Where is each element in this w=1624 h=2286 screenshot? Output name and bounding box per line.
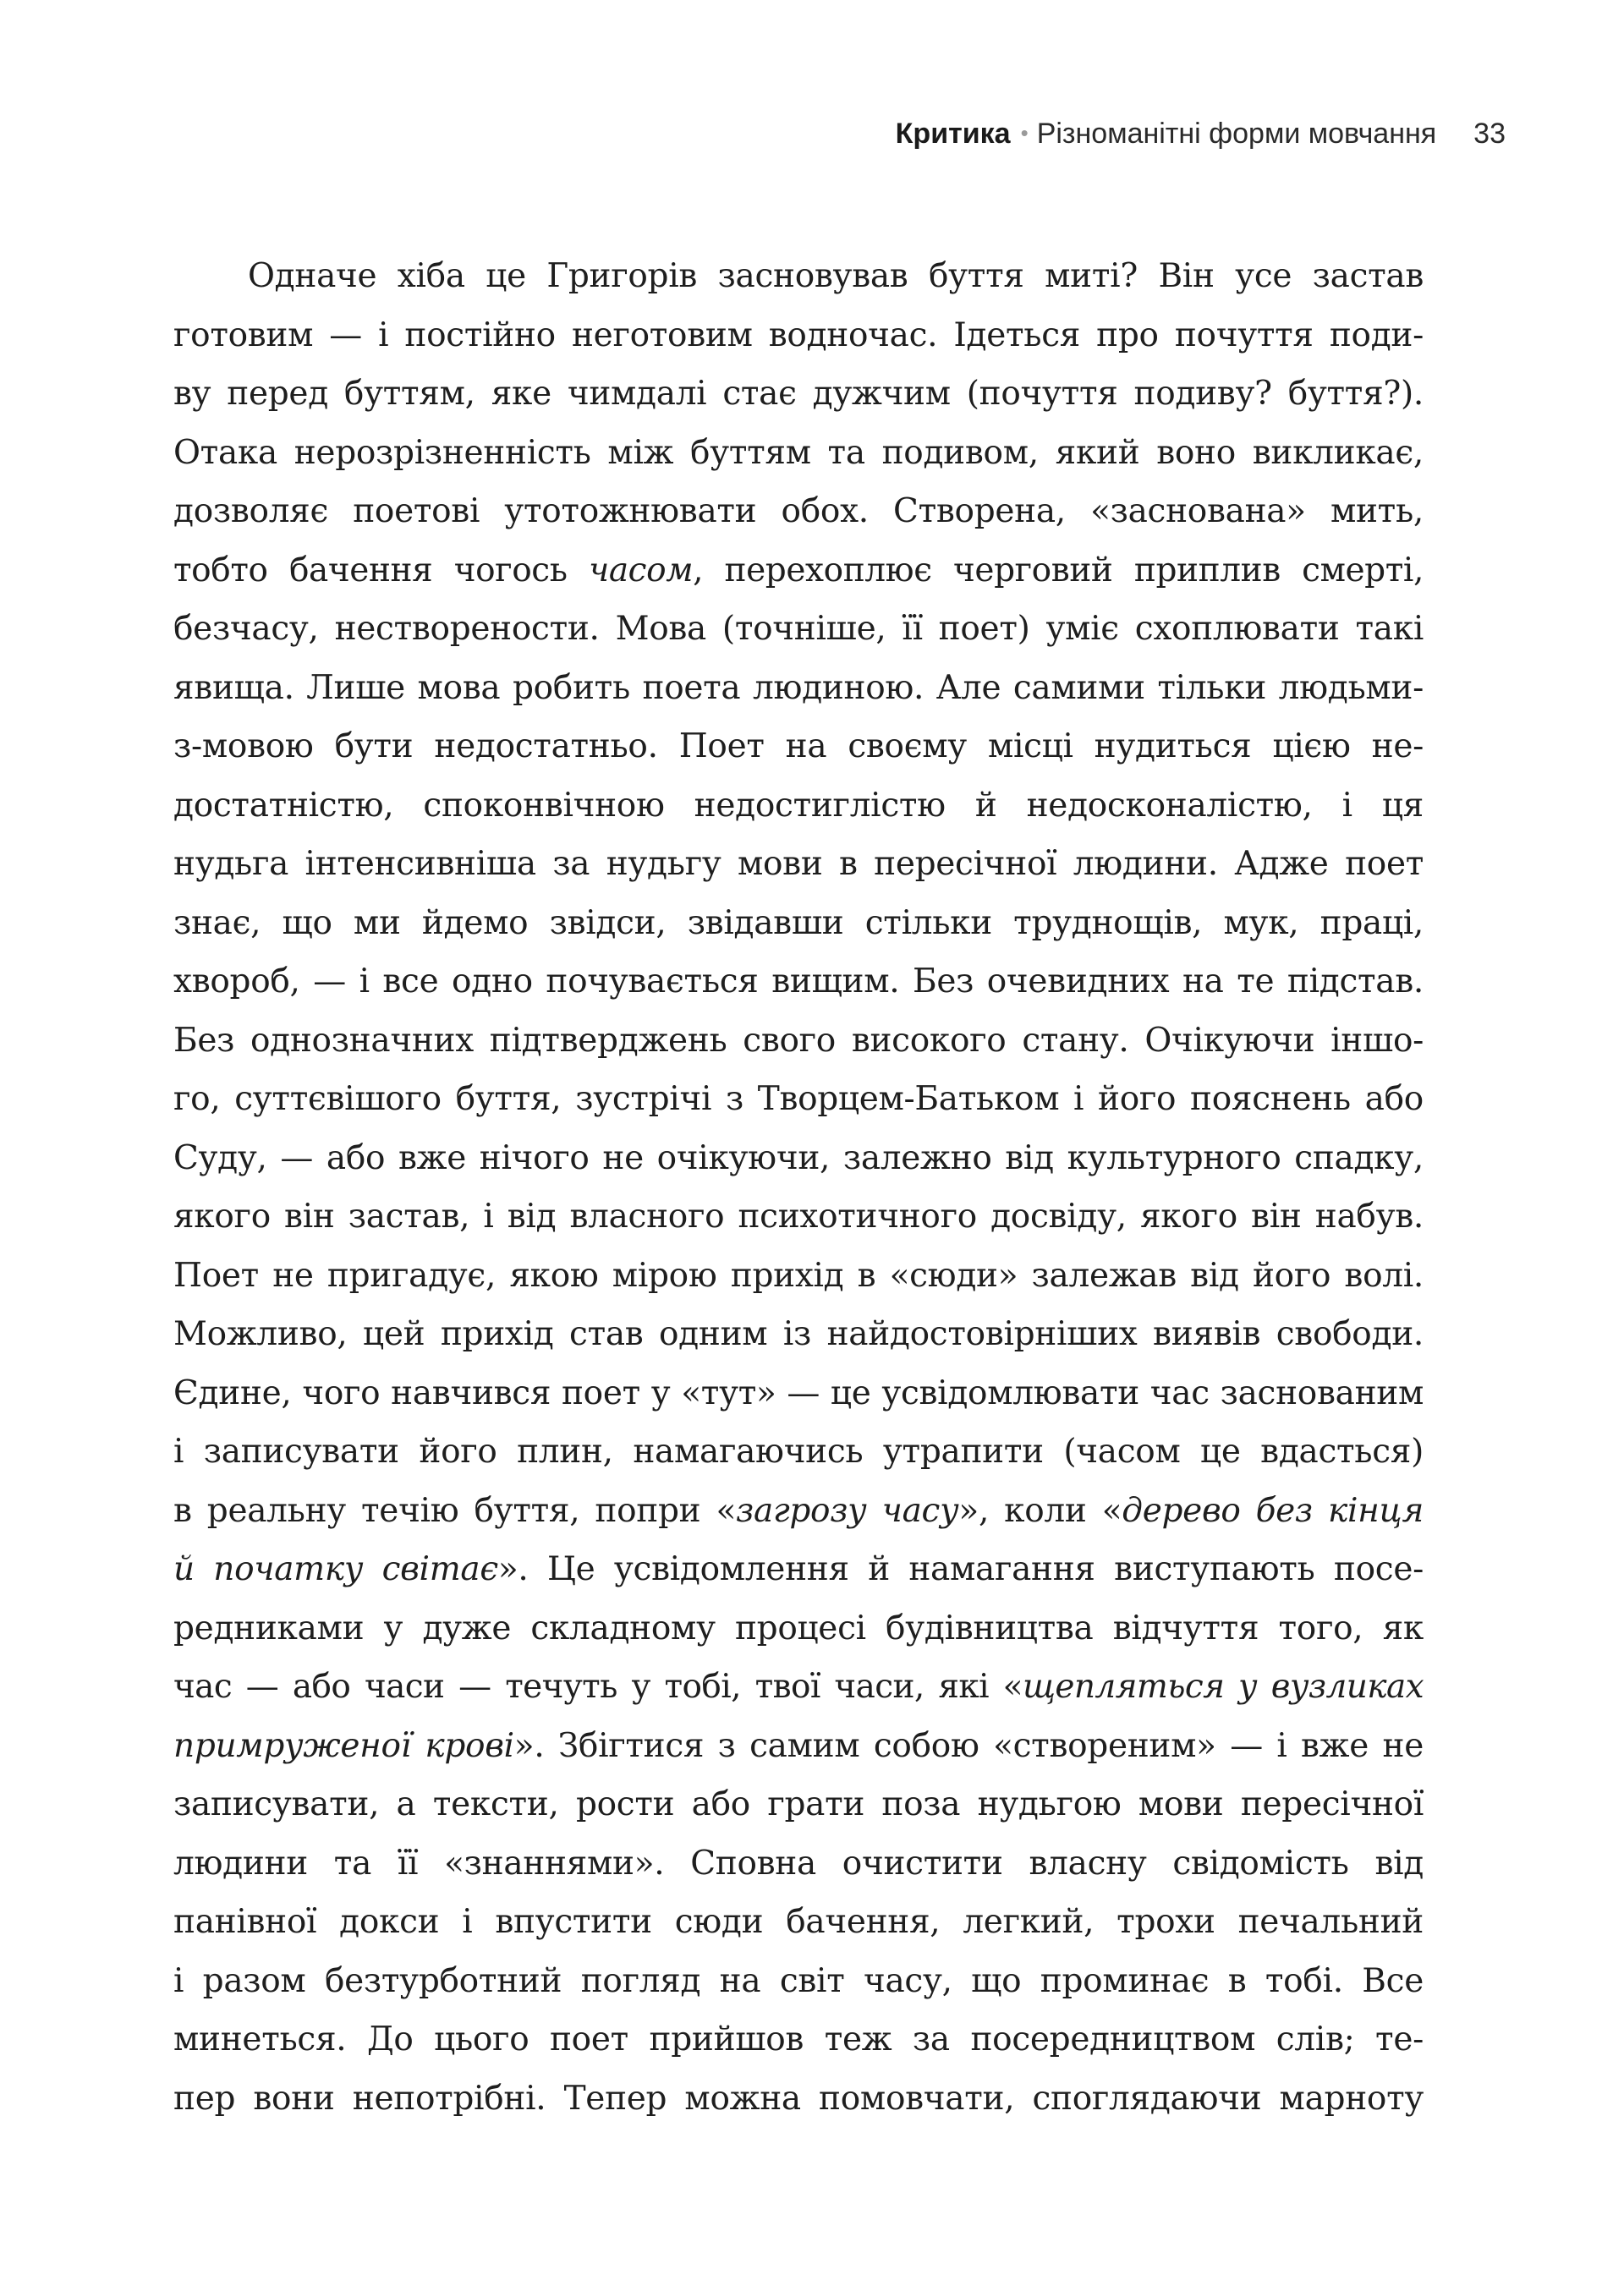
text-line: примруженої крові». Збігтися з самим собою «створеним» — і вже не (173, 1726, 1424, 1765)
text-line: з-мовою бути недостатньо. Поет на своєму місці нудиться цією не- (173, 727, 1424, 765)
running-header-chapter-title: Різноманітні форми мовчання (1036, 118, 1437, 150)
text-line: Отака нерозрізненність між буттям та подивом, який воно викликає, (173, 433, 1424, 472)
text-line: го, суттєвішого буття, зустрічі з Творцем-Батьком і його пояснень або (173, 1080, 1424, 1118)
text-line: готовим — і постійно неготовим водночас. Ідеться про почуття поди- (173, 315, 1424, 354)
text-line: Можливо, цей прихід став одним із найдостовірніших виявів свободи. (173, 1315, 1424, 1353)
text-line: якого він застав, і від власного психотичного досвіду, якого він набув. (173, 1198, 1424, 1236)
text-line: редниками у дуже складному процесі будівництва відчуття того, як (173, 1609, 1424, 1647)
text-line: і записувати його плин, намагаючись утрапити (часом це вдасться) (173, 1433, 1424, 1471)
text-line: Єдине, чого навчився поет у «тут» — це усвідомлювати час заснованим (173, 1373, 1424, 1412)
text-line: панівної докси і впустити сюди бачення, легкий, трохи печальний (173, 1903, 1424, 1941)
text-line: тобто бачення чогось часом, перехоплює черговий приплив смерті, (173, 551, 1424, 589)
text-line: записувати, а тексти, рости або грати поза нудьгою мови пересічної (173, 1785, 1424, 1823)
text-line: Одначе хіба це Григорів засновував буття миті? Він усе застав (248, 257, 1424, 295)
text-line: явища. Лише мова робить поета людиною. Але самими тільки людьми- (173, 668, 1424, 707)
italic-phrase: й початку світає (173, 1550, 498, 1588)
text-line: минеться. До цього поет прийшов теж за посередництвом слів; те- (173, 2020, 1424, 2058)
text-line: людини та її «знаннями». Сповна очистити власну свідомість від (173, 1844, 1424, 1883)
italic-phrase: примруженої крові (173, 1726, 514, 1765)
text-line: в реальну течію буття, попри «загрозу часу», коли «дерево без кінця (173, 1491, 1424, 1530)
italic-phrase: щепляться у вузликах (1022, 1668, 1424, 1706)
italic-phrase: дерево без кінця (1122, 1491, 1424, 1530)
page-number: 33 (1473, 118, 1506, 150)
text-line: Без однозначних підтверджень свого високого стану. Очікуючи іншо- (173, 1021, 1424, 1060)
text-line: Поет не пригадує, якою мірою прихід в «сюди» залежав від його волі. (173, 1256, 1424, 1295)
running-header (0, 112, 1506, 155)
italic-phrase: часом (588, 551, 694, 589)
body-paragraph (173, 247, 1424, 2128)
text-line: час — або часи — течуть у тобі, твої часи, які «щепляться у вузликах (173, 1668, 1424, 1706)
text-line: хвороб, — і все одно почувається вищим. Без очевидних на те підстав. (173, 962, 1424, 1000)
text-line: дозволяє поетові утотожнювати обох. Створена, «заснована» мить, (173, 492, 1424, 530)
text-line: пер вони непотрібні. Тепер можна помовчати, споглядаючи марноту (173, 2079, 1424, 2118)
text-line: безчасу, нестворености. Мова (точніше, її поет) уміє схоплювати такі (173, 610, 1424, 648)
text-line: нудьга інтенсивніша за нудьгу мови в пересічної людини. Адже поет (173, 845, 1424, 883)
text-line: і разом безтурботний погляд на світ часу, що проминає в тобі. Все (173, 1961, 1424, 2000)
text-line: Суду, — або вже нічого не очікуючи, залежно від культурного спадку, (173, 1138, 1424, 1177)
text-line: знає, що ми йдемо звідси, звідавши стільки труднощів, мук, праці, (173, 903, 1424, 942)
italic-phrase: загрозу часу (736, 1491, 959, 1530)
running-header-bullet: • (1020, 120, 1029, 145)
running-header-section: Критика (895, 118, 1011, 150)
text-line: й початку світає». Це усвідомлення й намагання виступають посе- (173, 1550, 1424, 1588)
text-line: достатністю, споконвічною недостиглістю й недосконалістю, і ця (173, 786, 1424, 825)
text-line: ву перед буттям, яке чимдалі стає дужчим (почуття подиву? буття?). (173, 375, 1424, 413)
